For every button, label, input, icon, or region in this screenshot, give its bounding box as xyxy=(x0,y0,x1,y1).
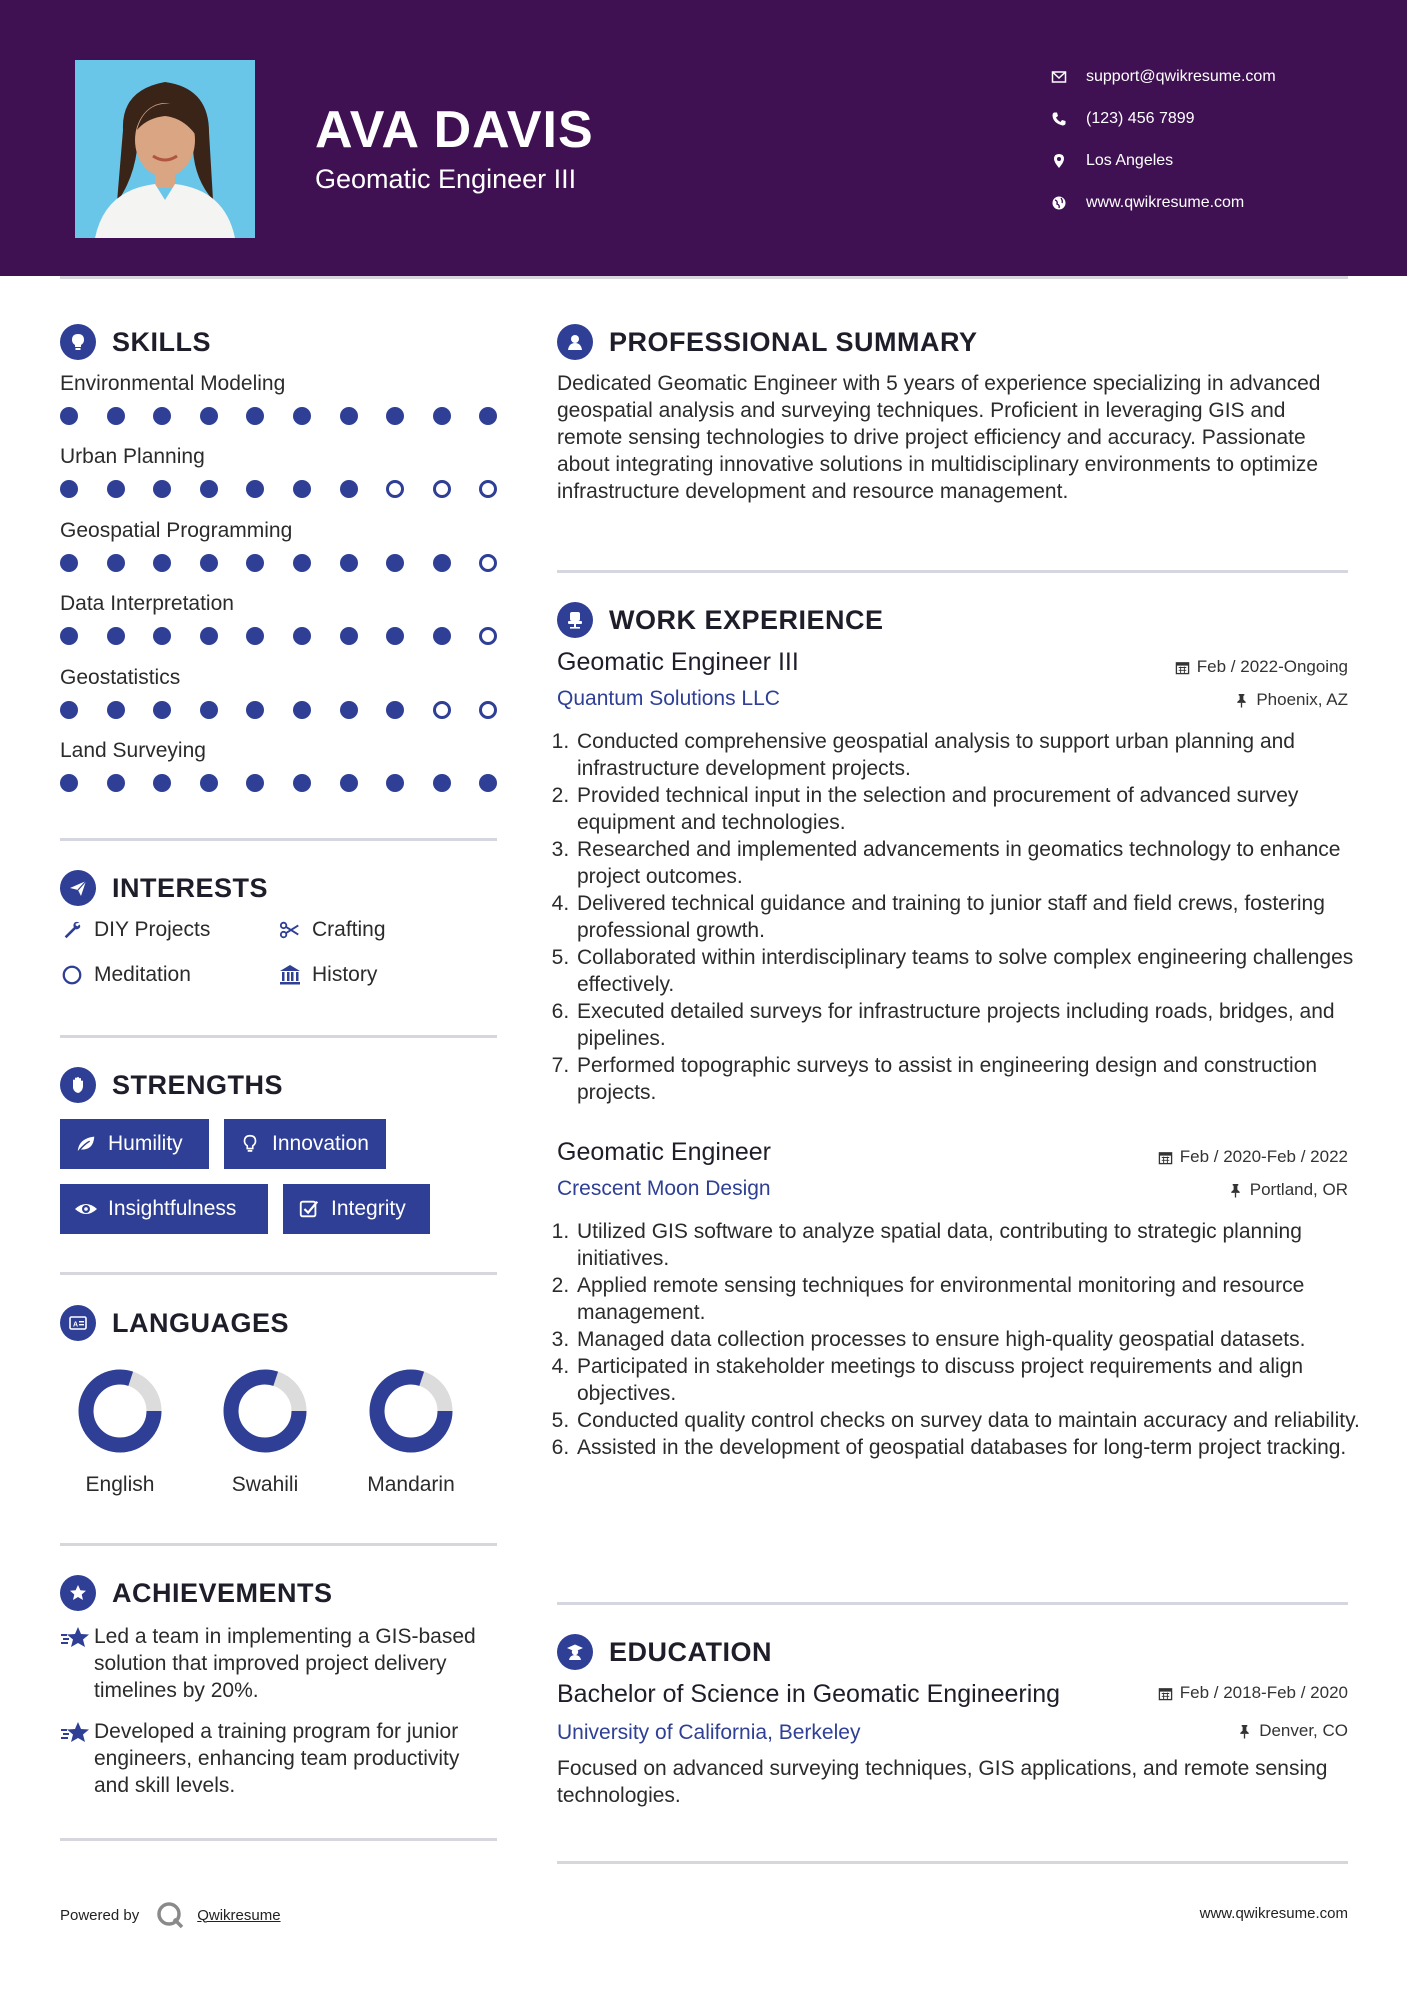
job-title: Geomatic Engineer xyxy=(557,1138,772,1166)
rating-dot-filled xyxy=(340,480,358,498)
star-icon xyxy=(60,1718,94,1799)
job-bullet: 4. Participated in stakeholder meetings to discuss project requirements and align objectives. xyxy=(575,1353,1370,1407)
job-bullet: 4. Delivered technical guidance and training to junior staff and field crews, fostering professional growth. xyxy=(575,890,1370,944)
rating-dot-filled xyxy=(200,701,218,719)
pushpin-icon xyxy=(1234,693,1249,708)
job-bullet: 3. Researched and implemented advancements in geomatics technology to enhance project outcomes. xyxy=(575,836,1370,890)
achievements-heading: ACHIEVEMENTS xyxy=(60,1575,333,1611)
rating-dot-filled xyxy=(153,774,171,792)
star-badge-icon xyxy=(60,1575,96,1611)
rating-dot-empty xyxy=(433,480,451,498)
rating-dot-filled xyxy=(200,480,218,498)
calendar-icon xyxy=(1175,660,1190,675)
lightbulb-icon xyxy=(60,324,96,360)
rating-dot-filled xyxy=(246,554,264,572)
candidate-title: Geomatic Engineer III xyxy=(315,164,577,194)
rating-dot-filled xyxy=(107,774,125,792)
job-bullet: 5. Collaborated within interdisciplinary teams to solve complex engineering challenges effectively. xyxy=(575,944,1370,998)
rating-dot-filled xyxy=(153,407,171,425)
rating-dot-filled xyxy=(386,627,404,645)
rating-dot-filled xyxy=(107,701,125,719)
contact-phone-text: (123) 456 7899 xyxy=(1086,110,1195,127)
rating-dot-filled xyxy=(433,627,451,645)
section-divider xyxy=(60,838,497,841)
section-divider xyxy=(557,1602,1348,1605)
eye-icon xyxy=(74,1197,98,1221)
language-item xyxy=(65,1366,175,1497)
language-item xyxy=(356,1366,466,1497)
job-bullet: 6. Executed detailed surveys for infrastructure projects including roads, bridges, and pipelines. xyxy=(575,998,1370,1052)
rating-dot-filled xyxy=(107,407,125,425)
strengths-heading: STRENGTHS xyxy=(60,1067,283,1103)
museum-icon xyxy=(278,963,302,987)
job-title: Geomatic Engineer III xyxy=(557,648,799,676)
language-name: English xyxy=(85,1473,155,1496)
qwikresume-logo-icon xyxy=(155,1900,185,1930)
language-level-donut xyxy=(220,1366,310,1456)
rating-dot-filled xyxy=(386,554,404,572)
rating-dot-filled xyxy=(340,627,358,645)
rating-dot-filled xyxy=(60,774,78,792)
job-bullet: 2. Applied remote sensing techniques for environmental monitoring and resource management. xyxy=(575,1272,1370,1326)
strength-chip-integrity: Integrity xyxy=(283,1184,430,1234)
rating-dot-filled xyxy=(107,554,125,572)
rating-dot-filled xyxy=(340,774,358,792)
rating-dot-filled xyxy=(386,701,404,719)
education-description: Focused on advanced surveying techniques, GIS applications, and remote sensing technologies. xyxy=(557,1757,1328,1807)
job-bullets xyxy=(557,728,1370,1106)
job-company: Quantum Solutions LLC xyxy=(557,687,780,710)
skill-name: Data Interpretation xyxy=(60,592,234,616)
rating-dot-filled xyxy=(433,554,451,572)
rating-dot-filled xyxy=(60,554,78,572)
chair-icon xyxy=(557,602,593,638)
job-bullet: 1. Conducted comprehensive geospatial analysis to support urban planning and infrastructure development projects. xyxy=(575,728,1370,782)
map-pin-icon xyxy=(1050,152,1068,170)
job-bullet: 7. Performed topographic surveys to assist in engineering design and construction projects. xyxy=(575,1052,1370,1106)
candidate-name: AVA DAVIS xyxy=(315,101,594,159)
education-degree: Bachelor of Science in Geomatic Engineering xyxy=(557,1680,1061,1708)
skill-name: Urban Planning xyxy=(60,445,205,469)
rating-dot-empty xyxy=(479,480,497,498)
footer-powered-by: Powered by Qwikresume xyxy=(60,1900,281,1930)
skill-name: Geostatistics xyxy=(60,665,181,689)
skill-rating xyxy=(60,701,526,719)
rating-dot-filled xyxy=(340,554,358,572)
section-divider xyxy=(60,1272,497,1275)
job-company: Crescent Moon Design xyxy=(557,1177,771,1200)
rating-dot-filled xyxy=(246,627,264,645)
education-location: Denver, CO xyxy=(1237,1721,1348,1741)
circle-icon xyxy=(60,963,84,987)
achievement-item: Led a team in implementing a GIS-based solution that improved project delivery timelines by 20%. xyxy=(60,1623,500,1704)
skills-heading: SKILLS xyxy=(60,324,211,360)
section-divider xyxy=(60,1543,497,1546)
rating-dot-filled xyxy=(479,774,497,792)
rating-dot-filled xyxy=(200,627,218,645)
rating-dot-empty xyxy=(433,701,451,719)
rating-dot-empty xyxy=(479,701,497,719)
rating-dot-filled xyxy=(200,554,218,572)
pushpin-icon xyxy=(1237,1724,1252,1739)
strength-chip-innovation: Innovation xyxy=(224,1119,386,1169)
paper-plane-icon xyxy=(60,870,96,906)
skill-rating xyxy=(60,627,526,645)
envelope-icon xyxy=(1050,68,1068,86)
contact-website-text: www.qwikresume.com xyxy=(1086,194,1245,211)
calendar-icon xyxy=(1158,1686,1173,1701)
wrench-icon xyxy=(60,918,84,942)
leaf-icon xyxy=(74,1132,98,1156)
calendar-icon xyxy=(1158,1150,1173,1165)
rating-dot-filled xyxy=(60,701,78,719)
rating-dot-filled xyxy=(293,774,311,792)
rating-dot-filled xyxy=(293,627,311,645)
rating-dot-filled xyxy=(433,407,451,425)
rating-dot-filled xyxy=(153,701,171,719)
interests-heading: INTERESTS xyxy=(60,870,268,906)
interest-item: History xyxy=(278,963,377,987)
rating-dot-filled xyxy=(153,480,171,498)
language-level-donut xyxy=(366,1366,456,1456)
rating-dot-filled xyxy=(293,701,311,719)
summary-heading: PROFESSIONAL SUMMARY xyxy=(557,324,978,360)
job-bullet: 5. Conducted quality control checks on survey data to maintain accuracy and reliability. xyxy=(575,1407,1370,1434)
rating-dot-filled xyxy=(293,407,311,425)
rating-dot-filled xyxy=(153,627,171,645)
profile-photo xyxy=(75,60,255,238)
rating-dot-filled xyxy=(293,480,311,498)
header-banner xyxy=(0,0,1407,276)
hand-icon xyxy=(60,1067,96,1103)
job-bullets xyxy=(557,1218,1370,1461)
education-dates: Feb / 2018-Feb / 2020 xyxy=(1158,1683,1348,1703)
rating-dot-filled xyxy=(246,480,264,498)
contact-location-text: Los Angeles xyxy=(1086,152,1174,169)
education-school: University of California, Berkeley xyxy=(557,1721,861,1744)
pushpin-icon xyxy=(1228,1183,1243,1198)
contact-list xyxy=(1050,56,1276,224)
lightbulb-icon xyxy=(238,1132,262,1156)
languages-heading: A LANGUAGES xyxy=(60,1305,289,1341)
rating-dot-filled xyxy=(246,701,264,719)
rating-dot-filled xyxy=(107,480,125,498)
experience-heading: WORK EXPERIENCE xyxy=(557,602,884,638)
rating-dot-filled xyxy=(246,407,264,425)
header-divider xyxy=(60,276,1348,279)
contact-phone[interactable] xyxy=(1050,98,1276,140)
footer-website[interactable]: www.qwikresume.com xyxy=(1199,1905,1348,1922)
education-heading: EDUCATION xyxy=(557,1634,772,1670)
scissors-icon xyxy=(278,918,302,942)
skill-name: Land Surveying xyxy=(60,739,206,762)
skill-rating xyxy=(60,554,526,572)
rating-dot-filled xyxy=(60,627,78,645)
skill-rating xyxy=(60,480,526,498)
globe-icon xyxy=(1050,194,1068,212)
job-bullet: 6. Assisted in the development of geospatial databases for long-term project tracking. xyxy=(575,1434,1370,1461)
job-bullet: 1. Utilized GIS software to analyze spatial data, contributing to strategic planning initiatives. xyxy=(575,1218,1370,1272)
star-icon xyxy=(60,1623,94,1704)
rating-dot-filled xyxy=(200,774,218,792)
rating-dot-filled xyxy=(293,554,311,572)
graduate-icon xyxy=(557,1634,593,1670)
contact-location xyxy=(1050,140,1276,182)
rating-dot-filled xyxy=(433,774,451,792)
interest-item: Meditation xyxy=(60,963,191,987)
skill-name: Environmental Modeling xyxy=(60,372,286,395)
rating-dot-empty xyxy=(479,554,497,572)
skill-rating xyxy=(60,407,526,425)
job-bullet: 2. Provided technical input in the selection and procurement of advanced survey equipment and technologies. xyxy=(575,782,1370,836)
skill-rating xyxy=(60,774,526,792)
skill-name: Geospatial Programming xyxy=(60,518,293,542)
strength-chip-humility: Humility xyxy=(60,1119,209,1169)
job-bullet: 3. Managed data collection processes to ensure high-quality geospatial datasets. xyxy=(575,1326,1370,1353)
rating-dot-filled xyxy=(479,407,497,425)
section-divider xyxy=(60,1035,497,1038)
summary-text: Dedicated Geomatic Engineer with 5 years of experience specializing in advanced geospatial analysis and surveying techniques. Proficient in leveraging GIS and remote sensing technologies to drive project efficiency and accuracy. Passionate about integrating innovative solutions in multidisciplinary environments to optimize infrastructure development and resource management. xyxy=(557,372,1321,503)
rating-dot-filled xyxy=(153,554,171,572)
rating-dot-filled xyxy=(386,774,404,792)
language-card-icon xyxy=(60,1305,96,1341)
section-divider xyxy=(60,1838,497,1841)
rating-dot-filled xyxy=(60,407,78,425)
rating-dot-empty xyxy=(386,480,404,498)
section-divider xyxy=(557,570,1348,573)
rating-dot-empty xyxy=(479,627,497,645)
section-divider xyxy=(557,1861,1348,1864)
interest-item: Crafting xyxy=(278,918,386,942)
rating-dot-filled xyxy=(386,407,404,425)
language-item xyxy=(210,1366,320,1497)
job-dates: Feb / 2022-Ongoing xyxy=(1175,657,1348,677)
rating-dot-filled xyxy=(340,701,358,719)
phone-icon xyxy=(1050,110,1068,128)
contact-website[interactable] xyxy=(1050,182,1276,224)
achievement-item: Developed a training program for junior engineers, enhancing team productivity and skill levels. xyxy=(60,1718,500,1799)
qwikresume-link[interactable]: Qwikresume xyxy=(197,1906,281,1924)
interest-item: DIY Projects xyxy=(60,918,210,942)
rating-dot-filled xyxy=(60,480,78,498)
language-level-donut xyxy=(75,1366,165,1456)
rating-dot-filled xyxy=(200,407,218,425)
job-location: Portland, OR xyxy=(1228,1180,1348,1200)
check-square-icon xyxy=(297,1197,321,1221)
svg-text:A: A xyxy=(73,1321,79,1329)
strength-chip-insightfulness: Insightfulness xyxy=(60,1184,268,1234)
language-name: Mandarin xyxy=(367,1473,455,1496)
user-icon xyxy=(557,324,593,360)
job-location: Phoenix, AZ xyxy=(1234,690,1348,710)
contact-email[interactable] xyxy=(1050,56,1276,98)
language-name: Swahili xyxy=(231,1473,299,1496)
job-dates: Feb / 2020-Feb / 2022 xyxy=(1158,1147,1348,1167)
rating-dot-filled xyxy=(340,407,358,425)
rating-dot-filled xyxy=(107,627,125,645)
contact-email-text: support@qwikresume.com xyxy=(1086,68,1276,85)
rating-dot-filled xyxy=(246,774,264,792)
